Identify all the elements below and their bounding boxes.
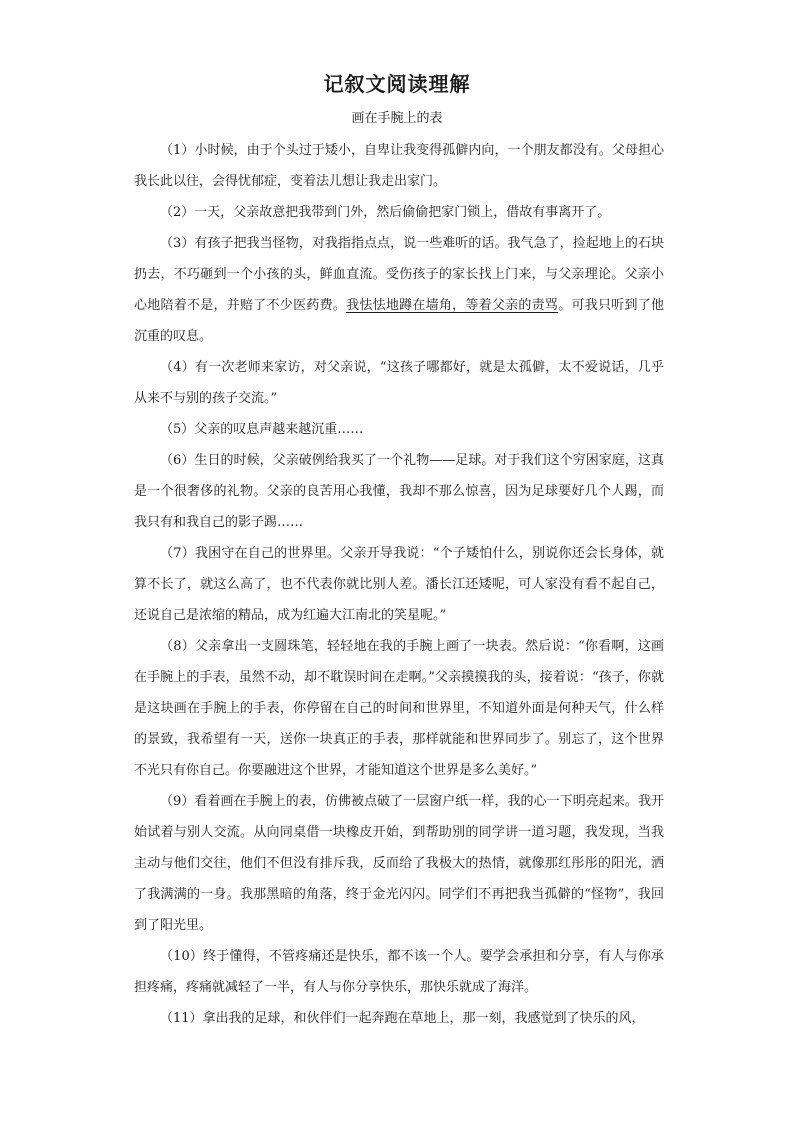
paragraph-6: （6）生日的时候，父亲破例给我买了一个礼物——足球。对于我们这个穷困家庭，这真是一个很奢侈的礼物。父亲的良苦用心我懂，我却不那么惊喜，因为足球要好几个人踢，而我只有和我自己的影子踢……	[134, 453, 664, 530]
paragraph-8: （8）父亲拿出一支圆珠笔，轻轻地在我的手腕上画了一块表。然后说：“你看啊，这画在手腕上的手表，虽然不动，却不耽误时间在走啊。”父亲摸摸我的头，接着说：“孩子，你就是这块画在手腕上的手表，你停留在自己的时间和世界里，不知道外面是何种天气，什么样的景致，我希望有一天，送你一块真正的手表，那样就能和世界同步了。别忘了，这个世界不光只有你自己。你要融进这个世界，才能知道这个世界是多么美好。”	[134, 639, 664, 778]
article-body	[134, 135, 664, 1034]
document-title: 记叙文阅读理解	[323, 72, 471, 96]
paragraph-10: （10）终于懂得，不管疼痛还是快乐，都不该一个人。要学会承担和分享，有人与你承担疼痛，疼痛就减轻了一半，有人与你分享快乐，那快乐就成了海洋。	[134, 949, 664, 995]
paragraph-1: （1）小时候，由于个头过于矮小，自卑让我变得孤僻内向，一个朋友都没有。父母担心我长此以往，会得忧郁症，变着法儿想让我走出家门。	[134, 143, 664, 189]
article-title: 画在手腕上的表	[351, 111, 443, 126]
paragraph-4: （4）有一次老师来家访，对父亲说，“这孩子哪都好，就是太孤僻，太不爱说话，几乎从来不与别的孩子交流。”	[134, 360, 664, 406]
paragraph-2: （2）一天，父亲故意把我带到门外，然后偷偷把家门锁上，借故有事离开了。	[160, 205, 611, 220]
paragraph-3: （3）有孩子把我当怪物，对我指指点点，说一些难听的话。我气急了，捡起地上的石块扔去，不巧砸到一个小孩的头，鲜血直流。受伤孩子的家长找上门来，与父亲理论。父亲小心地陪着不是，并赔了不少医药费。我怯怯地蹲在墙角，等着父亲的责骂。可我只听到了他沉重的叹息。	[134, 236, 664, 344]
paragraph-9: （9）看着画在手腕上的表，仿佛被点破了一层窗户纸一样，我的心一下明亮起来。我开始试着与别人交流。从向同桌借一块橡皮开始，到帮助别的同学讲一道习题，我发现，当我主动与他们交往，他们不但没有排斥我，反而给了我极大的热情，就像那红彤彤的阳光，洒了我满满的一身。我那黑暗的角落，终于金光闪闪。同学们不再把我当孤僻的“怪物”，我回到了阳光里。	[134, 794, 664, 933]
paragraph-7: （7）我困守在自己的世界里。父亲开导我说：“个子矮怕什么，别说你还会长身体，就算不长了，就这么高了，也不代表你就比别人差。潘长江还矮呢，可人家没有看不起自己，还说自己是浓缩的精品，成为红遍大江南北的笑星呢。”	[134, 546, 664, 623]
paragraph-5: （5）父亲的叹息声越来越沉重……	[160, 422, 364, 437]
paragraph-11: （11）拿出我的足球，和伙伴们一起奔跑在草地上，那一刻，我感觉到了快乐的风，	[160, 1011, 645, 1026]
underlined-sentence: 我怯怯地蹲在墙角，等着父亲的责骂	[346, 298, 559, 313]
